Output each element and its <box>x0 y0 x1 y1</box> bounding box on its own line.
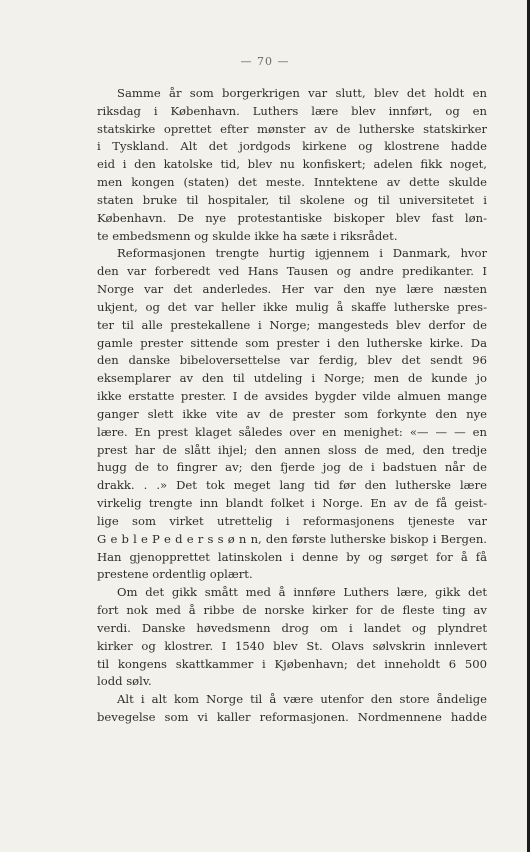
text-line: den danske bibeloversettelse var ferdig, blev det sendt 96 <box>97 353 487 368</box>
text-line: statskirke oprettet efter mønster av de lutherske statskirker <box>97 121 487 136</box>
text-line: prestene ordentlig oplært. <box>97 567 253 582</box>
text-line: Norge var det anderledes. Her var den nye lære næsten <box>97 282 487 297</box>
page-number: — 70 — <box>240 55 290 68</box>
text-line: ganger slett ikke vite av de prester som forkynte den nye <box>97 406 487 421</box>
text-line: lære. En prest klaget således over en menighet: «— — — en <box>97 424 487 439</box>
text-line: ter til alle prestekallene i Norge; mangesteds blev derfor de <box>97 317 487 332</box>
text-line: København. De nye protestantiske biskoper blev fast løn- <box>97 210 487 225</box>
text-line: staten bruke til hospitaler, til skolene og til universitetet i <box>97 192 487 207</box>
text-line: fort nok med å ribbe de norske kirker for de fleste ting av <box>97 603 487 618</box>
text-line: gamle prester sittende som prester i den lutherske kirke. Da <box>97 335 487 350</box>
text-line: i Tyskland. Alt det jordgods kirkene og klostrene hadde <box>97 139 487 154</box>
text-line: kirker og klostrer. I 1540 blev St. Olavs sølvskrin innlevert <box>97 638 487 653</box>
text-line: men kongen (staten) det meste. Inntektene av dette skulde <box>97 175 487 190</box>
text-line: te embedsmenn og skulde ikke ha sæte i riksrådet. <box>97 228 398 243</box>
text-line: G e b l e P e d e r s s ø n n, den første lutherske biskop i Bergen. <box>97 531 487 546</box>
text-line: verdi. Danske høvedsmenn drog om i landet og plyndret <box>97 620 487 635</box>
text-line: lodd sølv. <box>97 674 152 689</box>
text-line: lige som virket utrettelig i reformasjonens tjeneste var <box>97 513 487 528</box>
text-line: drakk. . .» Det tok meget lang tid før den lutherske lære <box>97 478 487 493</box>
text-line: Reformasjonen trengte hurtig igjennem i Danmark, hvor <box>117 246 487 261</box>
text-line: den var forberedt ved Hans Tausen og andre predikanter. I <box>97 264 487 279</box>
text-line: Alt i alt kom Norge til å være utenfor den store åndelige <box>117 692 487 707</box>
text-line: bevegelse som vi kaller reformasjonen. Nordmennene hadde <box>97 709 487 724</box>
text-line: eid i den katolske tid, blev nu konfiskert; adelen fikk noget, <box>97 157 487 172</box>
text-line: eksemplarer av den til utdeling i Norge; men de kunde jo <box>97 371 487 386</box>
text-line: riksdag i København. Luthers lære blev innført, og en <box>97 103 487 118</box>
text-line: Samme år som borgerkrigen var slutt, blev det holdt en <box>117 86 487 100</box>
text-line: ukjent, og det var heller ikke mulig å skaffe lutherske pres- <box>97 299 487 314</box>
text-line: Han gjenopprettet latinskolen i denne by og sørget for å få <box>97 549 487 564</box>
text-line: Om det gikk smått med å innføre Luthers lære, gikk det <box>117 585 487 600</box>
text-line: hugg de to fingrer av; den fjerde jog de i badstuen når de <box>97 460 487 475</box>
text-line: til kongens skattkammer i Kjøbenhavn; det inneholdt 6 500 <box>97 656 487 671</box>
text-line: prest har de slått ihjel; den annen sloss de med, den tredje <box>97 442 487 457</box>
text-line: ikke erstatte prester. I de avsides bygder vilde almuen mange <box>97 389 487 404</box>
text-line: virkelig trengte inn blandt folket i Norge. En av de få geist- <box>97 496 487 511</box>
body-text <box>97 85 487 727</box>
